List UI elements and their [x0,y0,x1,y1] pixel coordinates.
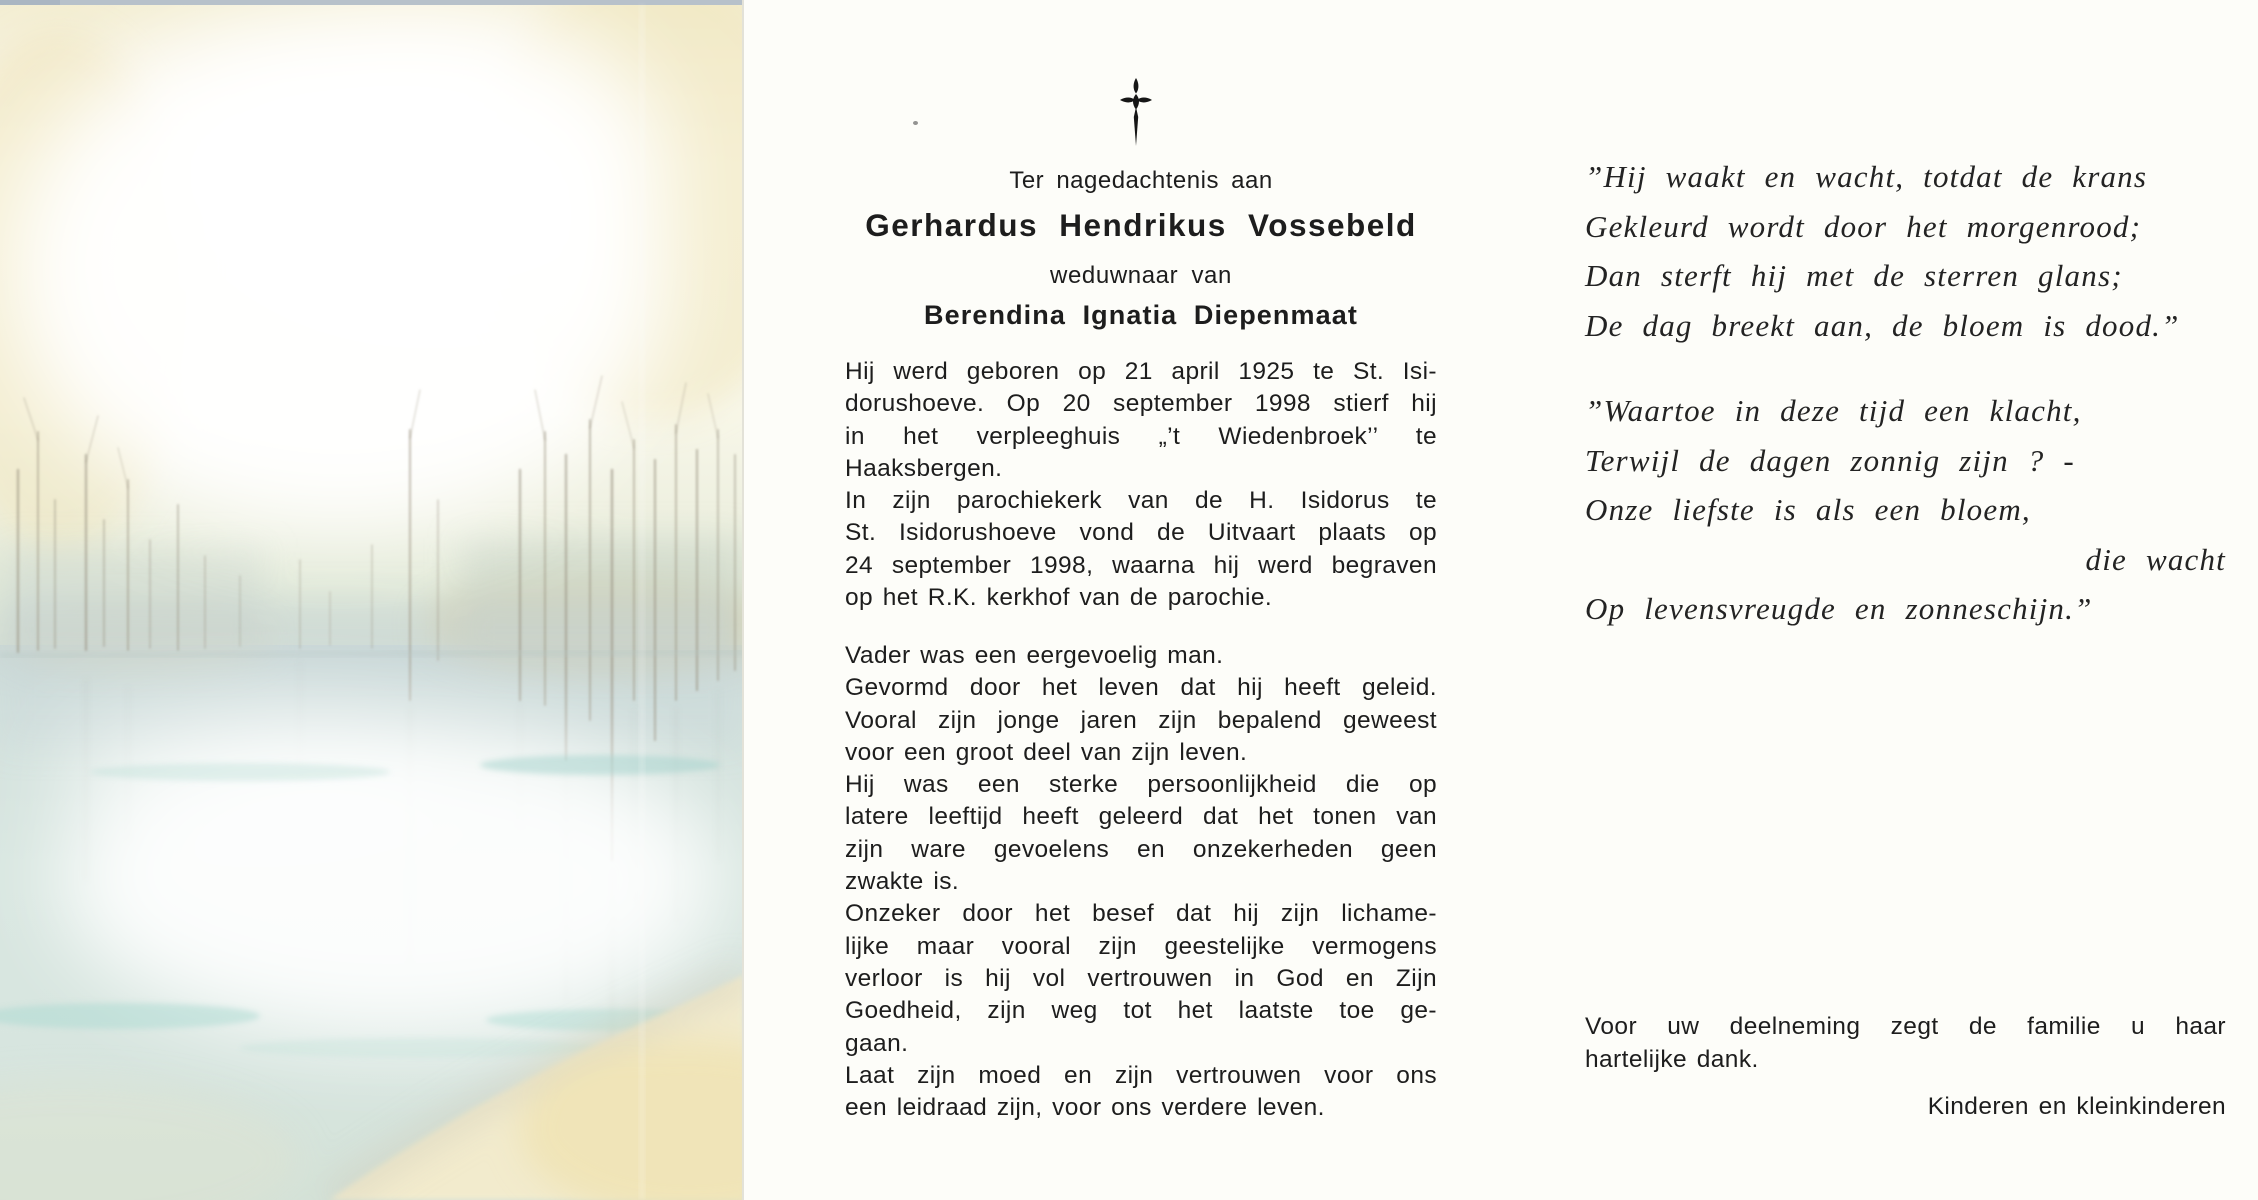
text-line: Hij werd geboren op 21 april 1925 te St. Isi- [845,358,1437,385]
text-line: Voor uw deelneming zegt de familie u haar [1585,1013,2226,1040]
text-line: in het verpleeghuis „’t Wiedenbroek’’ te [845,422,1437,450]
watercolor-landscape-art [0,0,744,1200]
text-line: Haaksbergen. [845,454,1003,482]
watercolor-painting [0,0,744,1200]
text-line: verloor is hij vol vertrouwen in God en Zijn [845,964,1437,992]
text-line: Laat zijn moed en zijn vertrouwen voor ons [845,1061,1437,1089]
acknowledgement-block [1585,1011,2226,1124]
text-line: ”Waartoe in deze tijd een klacht, [1585,393,2082,428]
text-line: Op levensvreugde en zonneschijn.” [1585,591,2093,626]
eulogy-paragraph [845,640,1437,1124]
text-line: 24 september 1998, waarna hij werd begraven [845,551,1437,579]
text-line: zwakte is. [845,868,960,896]
spouse-name: Berendina Ignatia Diepenmaat [924,300,1358,330]
text-line: Onze liefste is als een bloem, [1585,492,2031,527]
text-line: Dan sterft hij met de sterren glans; [1585,258,2123,293]
poem-stanza-2 [1585,386,2226,634]
memorial-text-column [845,0,1437,1200]
text-line: lijke maar vooral zijn geestelijke vermogens [845,932,1437,960]
deceased-name: Gerhardus Hendrikus Vossebeld [865,207,1417,243]
text-line: Goedheid, zijn weg tot het laatste toe ge- [845,997,1437,1025]
text-line: Vader was een eergevoelig man. [845,642,1224,669]
text-line: die wacht [2085,541,2226,577]
text-line: dorushoeve. Op 20 september 1998 stierf hij [845,390,1437,418]
poem-column [1585,0,2226,1200]
text-line: hartelijke dank. [1585,1045,1759,1073]
biography-paragraph [845,356,1437,614]
text-line: ”Hij waakt en wacht, totdat de krans [1585,159,2148,194]
text-line: gaan. [845,1029,909,1057]
intro-line: Ter nagedachtenis aan [1009,167,1273,194]
scan-edge-strip [0,0,744,5]
text-line: Onzeker door het besef dat hij zijn lichame- [845,900,1437,928]
signature-line: Kinderen en kleinkinderen [1927,1093,2226,1120]
text-line: Vooral zijn jonge jaren zijn bepalend geweest [845,706,1437,734]
acknowledgement-lines [1585,1011,2226,1076]
text-line: Gekleurd wordt door het morgenrood; [1585,208,2142,244]
text-line: een leidraad zijn, voor ons verdere leven. [845,1094,1325,1122]
text-line: voor een groot deel van zijn leven. [845,738,1248,766]
text-line: Terwijl de dagen zonnig zijn ? - [1585,442,2075,478]
text-line: Hij was een sterke persoonlijkheid die op [845,771,1437,799]
relation-line: weduwnaar van [1050,262,1232,289]
text-line: zijn ware gevoelens en onzekerheden geen [845,835,1437,863]
text-line: Gevormd door het leven dat hij heeft geleid. [845,674,1437,702]
text-line: De dag breekt aan, de bloem is dood.” [1585,307,2180,343]
text-line: St. Isidorushoeve vond de Uitvaart plaats op [845,519,1437,547]
text-line: In zijn parochiekerk van de H. Isidorus te [845,487,1437,515]
poem-stanza-1 [1585,152,2226,350]
print-speck [913,121,918,125]
dagger-cross-icon [1118,77,1154,147]
text-line: latere leeftijd heeft geleerd dat het tonen van [845,803,1437,831]
text-line: op het R.K. kerkhof van de parochie. [845,584,1273,612]
